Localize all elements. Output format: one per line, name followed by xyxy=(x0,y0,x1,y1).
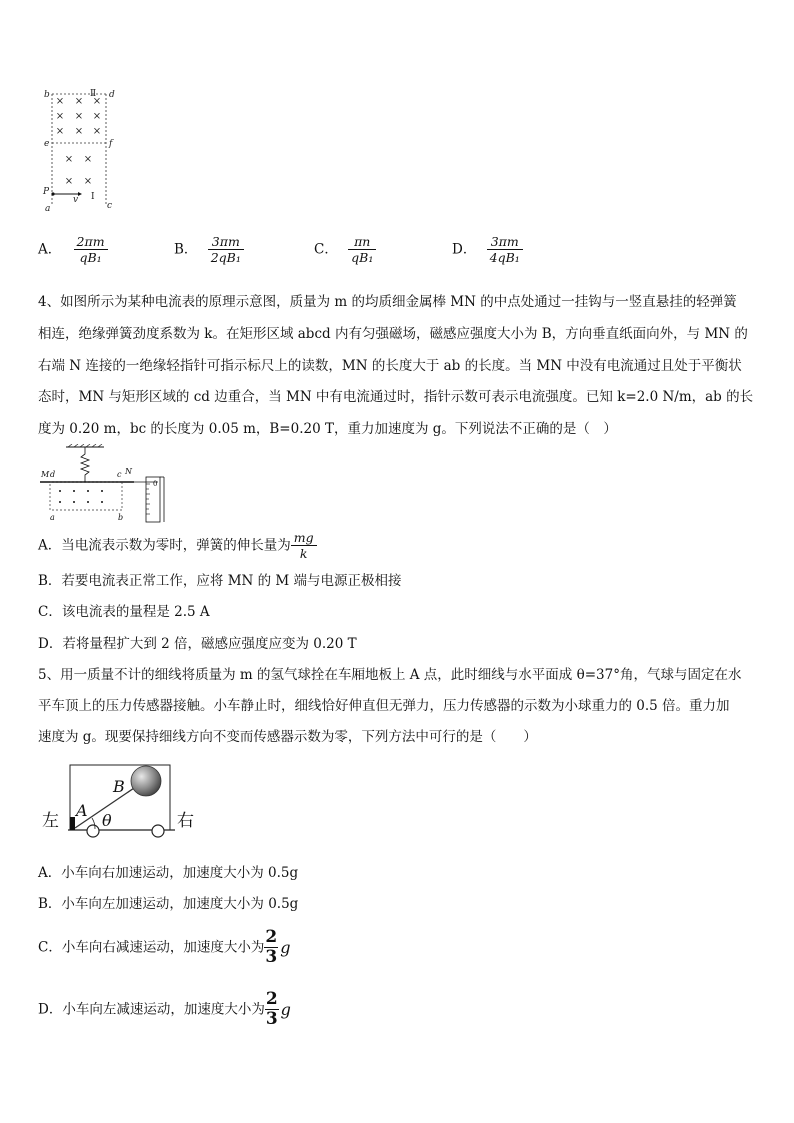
q4-line-4: 态时，MN 与矩形区域的 cd 边重合，当 MN 中有电流通过时，指针示数可表示电流强度。已知 k=2.0 N/m，ab 的长 xyxy=(38,389,754,405)
label-f: f xyxy=(109,139,113,149)
q4-line-3: 右端 N 连接的一绝缘轻指针可指示标尺上的读数，MN 的长度大于 ab 的长度。当 MN 中没有电流通过且处于平衡状 xyxy=(38,358,742,374)
svg-text:A: A xyxy=(76,801,88,820)
label-e: e xyxy=(44,139,50,149)
svg-text:×: × xyxy=(74,126,84,137)
q3-option-b: B． $\frac{3\pi m}{\text{2qB₁}}$ xyxy=(174,234,244,265)
svg-text:×: × xyxy=(64,154,74,165)
region-II-label: Ⅱ xyxy=(90,89,97,99)
q5-option-d: D．小车向左减速运动，加速度大小为 $\frac{2}{3}$ g xyxy=(38,989,291,1029)
cart-balloon-figure xyxy=(40,760,200,840)
q4-line-2: 相连，绝缘弹簧劲度系数为 k。在矩形区域 abcd 内有匀强磁场，磁感应强度大小为 B，方向垂直纸面向外，与 MN 的 xyxy=(38,326,748,342)
svg-text:c: c xyxy=(117,470,122,479)
q5-line-2: 平车顶上的压力传感器接触。小车静止时，细线恰好伸直但无弹力，压力传感器的示数为小球重力的 0.5 倍。重力加 xyxy=(38,698,730,714)
svg-text:×: × xyxy=(92,96,102,107)
ammeter-figure xyxy=(38,444,178,526)
svg-text:×: × xyxy=(74,111,84,122)
right-label: 右 xyxy=(177,811,194,831)
label-v: v xyxy=(73,195,79,205)
q4-option-c: C．该电流表的量程是 2.5 A xyxy=(38,604,210,620)
q4-line-5: 度为 0.20 m，bc 的长度为 0.05 m，B=0.20 T，重力加速度为 g。下列说法不正确的是（ ） xyxy=(38,421,617,437)
svg-text:0: 0 xyxy=(153,480,158,488)
q4-option-b: B．若要电流表正常工作，应将 MN 的 M 端与电源正极相接 xyxy=(38,573,402,589)
svg-text:×: × xyxy=(92,111,102,122)
label-d: d xyxy=(109,90,115,100)
q4-option-d: D．若将量程扩大到 2 倍，磁感应强度应变为 0.20 T xyxy=(38,636,357,652)
q4-option-a: A．当电流表示数为零时，弹簧的伸长量为 $\frac{mg}{k}$ xyxy=(38,530,317,561)
region-I-label: Ⅰ xyxy=(91,192,95,202)
svg-text:×: × xyxy=(83,154,93,165)
svg-text:×: × xyxy=(92,126,102,137)
q5-line-3: 速度为 g。现要保持细线方向不变而传感器示数为零，下列方法中可行的是（ ） xyxy=(38,729,537,745)
q4-line-1: 4、如图所示为某种电流表的原理示意图，质量为 m 的均质细金属棒 MN 的中点处通过一挂钩与一竖直悬挂的轻弹簧 xyxy=(38,294,737,310)
magnetic-field-figure xyxy=(38,86,128,214)
label-a: a xyxy=(45,204,51,214)
left-label: 左 xyxy=(42,811,59,831)
svg-text:N: N xyxy=(125,467,132,476)
q3-option-c: C． $\frac{\pi n}{\text{qB₁}}$ xyxy=(314,234,376,265)
svg-text:×: × xyxy=(55,126,65,137)
label-c: c xyxy=(107,201,113,211)
q5-line-1: 5、用一质量不计的细线将质量为 m 的氢气球拴在车厢地板上 A 点，此时细线与水平面成 θ=37°角，气球与固定在水 xyxy=(38,667,742,683)
svg-text:×: × xyxy=(74,96,84,107)
svg-text:a: a xyxy=(50,513,55,522)
q3-option-d: D． $\frac{3\pi m}{\text{4qB₁}}$ xyxy=(452,234,523,265)
svg-text:d: d xyxy=(50,470,56,479)
svg-text:M: M xyxy=(41,470,50,479)
svg-text:b: b xyxy=(118,513,124,522)
q5-option-a: A．小车向右加速运动，加速度大小为 0.5g xyxy=(38,865,299,881)
svg-text:×: × xyxy=(64,176,74,187)
q3-option-a: A． $\frac{2\pi m}{\text{qB₁}}$ xyxy=(38,234,108,265)
label-b: b xyxy=(44,90,50,100)
q5-option-c: C．小车向右减速运动，加速度大小为 $\frac{2}{3}$ g xyxy=(38,927,291,967)
svg-text:×: × xyxy=(55,111,65,122)
label-P: P xyxy=(43,187,50,197)
svg-text:B: B xyxy=(113,777,125,796)
q5-option-b: B．小车向左加速运动，加速度大小为 0.5g xyxy=(38,896,299,912)
svg-text:×: × xyxy=(83,176,93,187)
svg-text:θ: θ xyxy=(102,811,112,830)
cross: × xyxy=(55,96,65,107)
